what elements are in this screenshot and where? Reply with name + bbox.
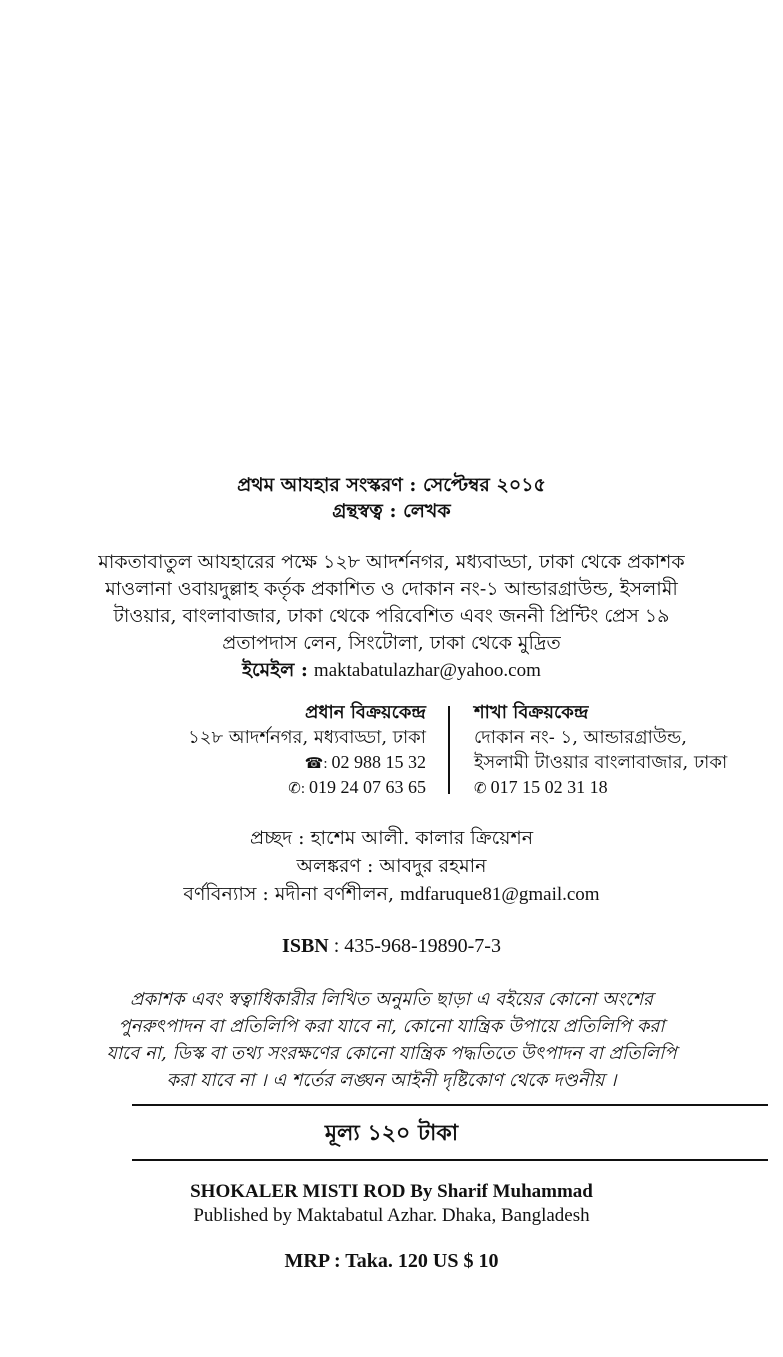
copyright-line: গ্রন্থস্বত্ব : লেখক <box>332 500 451 522</box>
main-center-phone-row <box>188 750 426 775</box>
sales-centers <box>0 700 783 800</box>
publisher-note-line-1: মাকতাবাতুল আযহারের পক্ষে ১২৮ আদর্শনগর, মধ্যবাড্ডা, ঢাকা থেকে প্রকাশক <box>98 551 685 573</box>
typesetting-label: বর্ণবিন্যাস : মদীনা বর্ণশীলন, <box>183 883 395 905</box>
isbn-line <box>0 934 783 958</box>
price-bottom-rule <box>132 1159 768 1161</box>
publisher-note-line-4: প্রতাপদাস লেন, সিংটোলা, ঢাকা থেকে মুদ্রিত <box>222 632 561 654</box>
branch-center-title: শাখা বিক্রয়কেন্দ্র <box>474 702 589 723</box>
branch-center-mobile-row <box>474 775 727 800</box>
english-title-line: SHOKALER MISTI ROD By Sharif Muhammad <box>190 1181 593 1202</box>
english-publisher-line: Published by Maktabatul Azhar. Dhaka, Bangladesh <box>193 1205 590 1226</box>
mrp-line: MRP : Taka. 120 US $ 10 <box>284 1250 499 1272</box>
price-bangla: মূল্য ১২০ টাকা <box>324 1120 459 1146</box>
main-center-mobile-row <box>188 775 426 800</box>
branch-sales-center <box>474 700 727 800</box>
branch-center-address-1: দোকান নং- ১, আন্ডারগ্রাউন্ড, <box>474 727 687 748</box>
mobile-phone-icon: ✆: <box>288 781 305 797</box>
main-center-phone: 02 988 15 32 <box>331 752 426 772</box>
rights-notice <box>0 986 783 1094</box>
email-label: ইমেইল : <box>242 659 308 681</box>
price-top-rule <box>132 1104 768 1106</box>
cover-credit: প্রচ্ছদ : হাশেম আলী. কালার ক্রিয়েশন <box>249 827 534 849</box>
main-sales-center <box>188 700 426 800</box>
typesetting-email: mdfaruque81@gmail.com <box>400 884 600 905</box>
publisher-note-line-2: মাওলানা ওবায়দুল্লাহ কর্তৃক প্রকাশিত ও দোকান নং-১ আন্ডারগ্রাউন্ড, ইসলামী <box>105 578 678 600</box>
decoration-credit: অলঙ্করণ : আবদুর রহমান <box>296 855 487 877</box>
main-center-title: প্রধান বিক্রয়কেন্দ্র <box>305 702 426 723</box>
main-center-address: ১২৮ আদর্শনগর, মধ্যবাড্ডা, ঢাকা <box>188 727 426 748</box>
mobile-phone-icon: ✆ <box>474 781 487 797</box>
rights-notice-line-3: যাবে না, ডিস্ক বা তথ্য সংরক্ষণের কোনো যান্ত্রিক পদ্ধতিতে উৎপাদন বা প্রতিলিপি <box>106 1043 677 1064</box>
edition-line: প্রথম আযহার সংস্করণ : সেপ্টেম্বর ২০১৫ <box>237 474 546 496</box>
isbn-value: : 435-968-19890-7-3 <box>333 935 501 957</box>
rights-notice-line-1: প্রকাশক এবং স্বত্বাধিকারীর লিখিত অনুমতি ছাড়া এ বইয়ের কোনো অংশের <box>130 989 653 1010</box>
telephone-icon: ☎: <box>304 756 328 772</box>
email-address: maktabatulazhar@yahoo.com <box>313 660 541 681</box>
rights-notice-line-2: পুনরুৎপাদন বা প্রতিলিপি করা যাবে না, কোনো যান্ত্রিক উপায়ে প্রতিলিপি করা <box>118 1016 665 1037</box>
isbn-label: ISBN <box>282 935 329 957</box>
rights-notice-line-4: করা যাবে না । এ শর্তের লঙ্ঘন আইনী দৃষ্টিকোণ থেকে দণ্ডনীয় । <box>166 1070 617 1091</box>
main-center-mobile: 019 24 07 63 65 <box>309 777 426 797</box>
email-line <box>0 658 783 683</box>
branch-center-mobile: 017 15 02 31 18 <box>490 777 608 797</box>
typesetting-credit <box>0 882 783 907</box>
column-divider <box>448 706 450 794</box>
publisher-note-line-3: টাওয়ার, বাংলাবাজার, ঢাকা থেকে পরিবেশিত এবং জননী প্রিন্টিং প্রেস ১৯ <box>113 605 670 627</box>
branch-center-address-2: ইসলামী টাওয়ার বাংলাবাজার, ঢাকা <box>474 752 728 773</box>
